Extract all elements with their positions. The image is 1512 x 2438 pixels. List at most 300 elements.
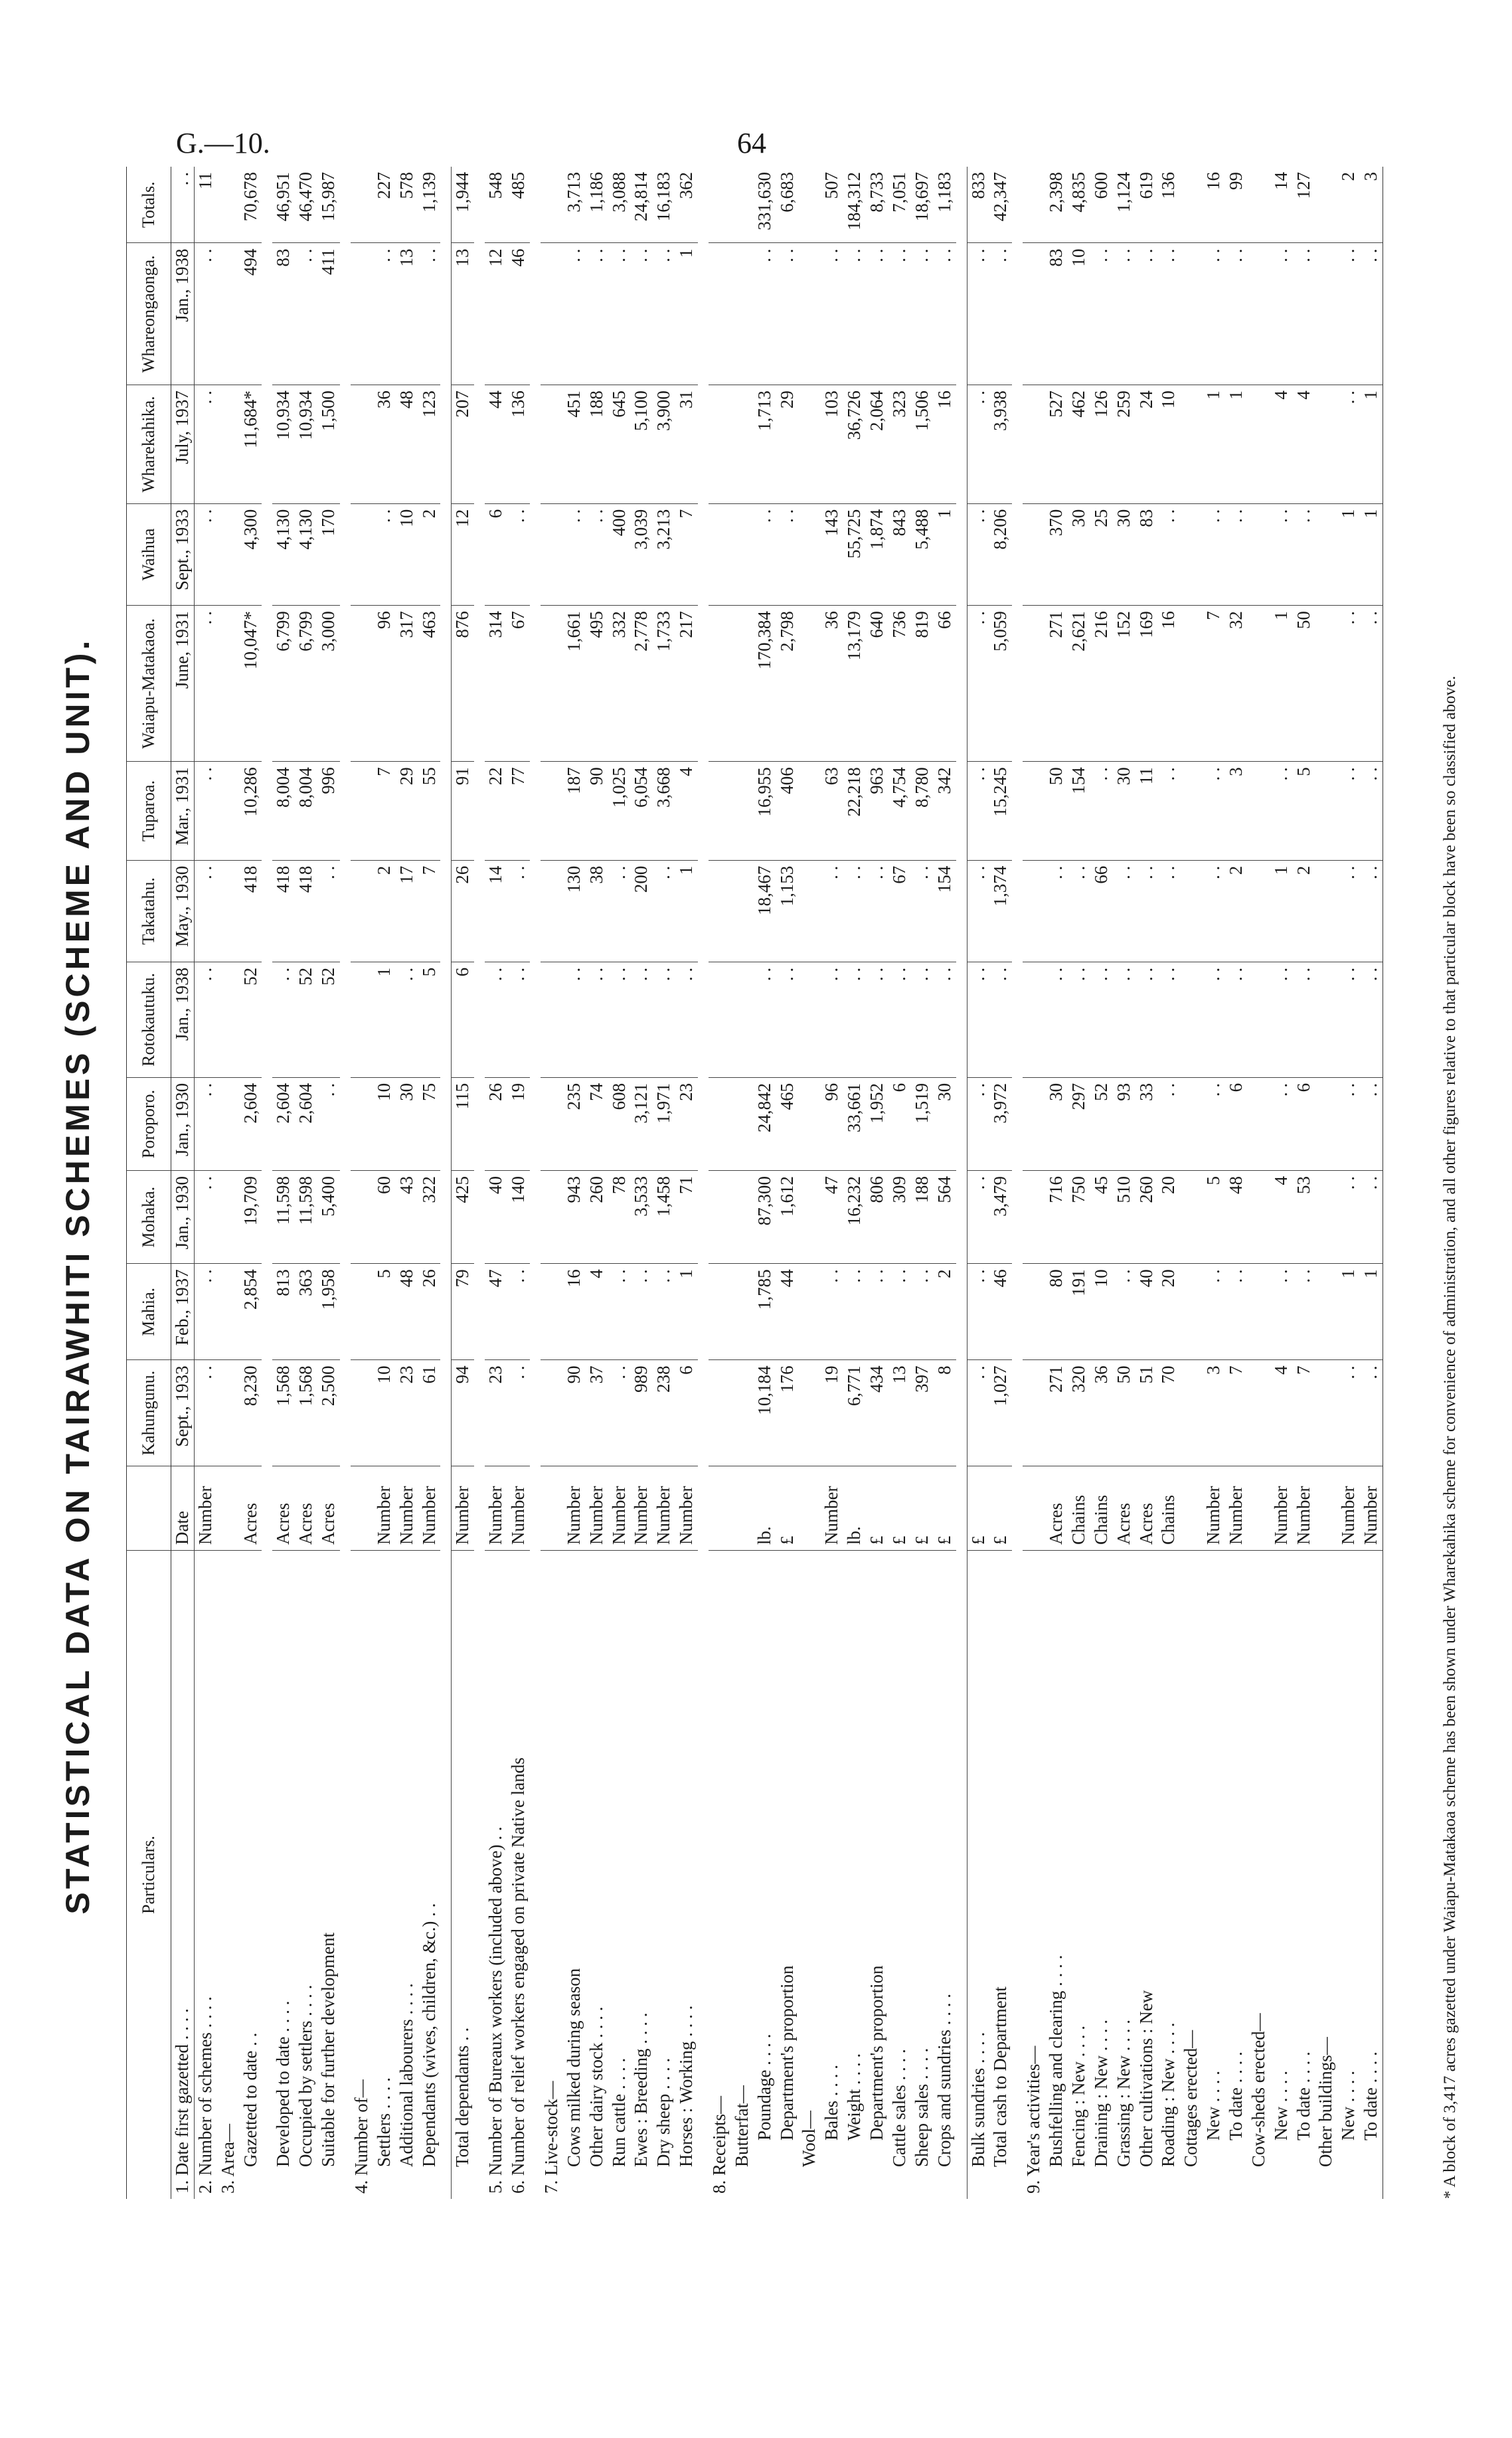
table-cell: . .: [776, 503, 799, 605]
table-cell: [1315, 1077, 1337, 1170]
table-cell: [731, 1077, 754, 1170]
spacer-cell: [440, 167, 452, 2199]
table-cell: . .: [1270, 503, 1293, 605]
table-cell: 8,230: [240, 1360, 262, 1466]
table-cell: [1248, 860, 1270, 962]
table-row: [240, 167, 262, 2199]
table-cell: 10: [396, 503, 418, 605]
row-label: Settlers . . . .: [373, 2077, 394, 2167]
table-cell: 7: [675, 503, 698, 605]
table-cell: 55: [418, 762, 441, 860]
table-cell: . .: [843, 1264, 866, 1360]
table-cell: 1,124: [1113, 167, 1135, 243]
table-cell: [541, 1360, 563, 1466]
table-cell: 317: [396, 606, 418, 762]
table-cell: 297: [1068, 1077, 1090, 1170]
table-cell: . .: [653, 860, 675, 962]
table-cell: [1180, 860, 1203, 962]
table-cell: [1315, 606, 1337, 762]
table-cell: [798, 167, 821, 243]
table-cell: 184,312: [843, 167, 866, 243]
table-cell: 16: [563, 1264, 586, 1360]
row-unit: [1315, 1466, 1337, 1551]
table-cell: 10,184: [754, 1360, 776, 1466]
table-cell: . .: [1337, 1077, 1360, 1170]
table-cell: Jan., 1938: [171, 962, 195, 1077]
table-cell: [1023, 606, 1045, 762]
table-cell: 309: [888, 1171, 911, 1264]
table-cell: . .: [295, 243, 317, 385]
table-cell: 736: [888, 606, 911, 762]
table-cell: 15,987: [317, 167, 340, 243]
table-cell: [709, 1360, 731, 1466]
row-label: To date . . . .: [1225, 2051, 1246, 2140]
row-label: 9. Year's activities—: [1023, 2046, 1044, 2194]
table-cell: 2,798: [776, 606, 799, 762]
table-row: [608, 167, 631, 2199]
table-cell: [351, 385, 373, 504]
table-cell: . .: [317, 1077, 340, 1170]
table-cell: 170: [317, 503, 340, 605]
table-cell: 46: [507, 243, 530, 385]
table-cell: [798, 385, 821, 504]
table-cell: 1,374: [989, 860, 1012, 962]
table-cell: [798, 1077, 821, 1170]
row-unit: [798, 1466, 821, 1551]
table-row: [1180, 167, 1203, 2199]
table-cell: 152: [1113, 606, 1135, 762]
table-cell: 6: [1225, 1077, 1248, 1170]
table-cell: [798, 606, 821, 762]
table-cell: . .: [194, 503, 216, 605]
row-unit: Number: [1360, 1466, 1383, 1551]
table-cell: . .: [507, 1360, 530, 1466]
table-cell: 1,661: [563, 606, 586, 762]
row-unit: Number: [1225, 1466, 1248, 1551]
table-cell: 26: [452, 860, 474, 962]
table-cell: [731, 385, 754, 504]
table-cell: 4: [675, 762, 698, 860]
table-cell: 370: [1045, 503, 1068, 605]
table-cell: Sept., 1933: [171, 1360, 195, 1466]
table-cell: 30: [396, 1077, 418, 1170]
row-label: Cow-sheds erected—: [1248, 2013, 1268, 2167]
table-cell: 207: [452, 385, 474, 504]
table-cell: [351, 606, 373, 762]
table-cell: 136: [1157, 167, 1180, 243]
row-unit: [1023, 1466, 1045, 1551]
table-cell: [217, 243, 240, 385]
table-cell: [217, 1360, 240, 1466]
table-cell: 3,213: [653, 503, 675, 605]
table-cell: [1023, 243, 1045, 385]
table-cell: [709, 167, 731, 243]
table-cell: 5,488: [911, 503, 934, 605]
table-cell: 578: [396, 167, 418, 243]
table-cell: . .: [1293, 243, 1315, 385]
row-unit: Acres: [272, 1466, 295, 1551]
table-cell: 29: [776, 385, 799, 504]
row-unit: Acres: [295, 1466, 317, 1551]
table-cell: 30: [1045, 1077, 1068, 1170]
row-unit: Number: [653, 1466, 675, 1551]
table-cell: . .: [563, 503, 586, 605]
table-cell: [217, 860, 240, 962]
row-unit: Chains: [1157, 1466, 1180, 1551]
table-cell: [731, 606, 754, 762]
table-cell: [351, 167, 373, 243]
table-cell: . .: [194, 860, 216, 962]
table-cell: [709, 860, 731, 962]
table-cell: . .: [967, 606, 989, 762]
table-cell: 16: [934, 385, 956, 504]
table-cell: 640: [866, 606, 888, 762]
table-cell: 619: [1135, 167, 1158, 243]
table-cell: 2,778: [630, 606, 653, 762]
table-cell: 418: [295, 860, 317, 962]
table-cell: 48: [396, 385, 418, 504]
table-cell: . .: [1113, 962, 1135, 1077]
table-row: [630, 167, 653, 2199]
table-row: [563, 167, 586, 2199]
row-unit: [731, 1466, 754, 1551]
table-cell: [1248, 606, 1270, 762]
table-cell: . .: [608, 243, 631, 385]
table-cell: [541, 385, 563, 504]
table-cell: 6,683: [776, 167, 799, 243]
row-label: Additional labourers . . . .: [396, 1983, 416, 2167]
table-cell: 47: [485, 1264, 507, 1360]
table-cell: 2: [1225, 860, 1248, 962]
table-cell: . .: [967, 1077, 989, 1170]
table-row: [1157, 167, 1180, 2199]
table-cell: 11: [1135, 762, 1158, 860]
table-cell: 16,232: [843, 1171, 866, 1264]
table-cell: 13: [452, 243, 474, 385]
table-cell: 507: [821, 167, 843, 243]
table-cell: . .: [1360, 606, 1383, 762]
table-cell: 30: [1113, 503, 1135, 605]
table-cell: 188: [586, 385, 608, 504]
table-cell: [1180, 762, 1203, 860]
table-row: [171, 167, 195, 2199]
page-title: STATISTICAL DATA ON TAIRAWHITI SCHEMES (SCHEME AND UNIT).: [59, 637, 96, 1915]
row-unit: Number: [1337, 1466, 1360, 1551]
table-cell: 600: [1090, 167, 1113, 243]
table-row: [1360, 167, 1383, 2199]
table-cell: 320: [1068, 1360, 1090, 1466]
table-header-row: [127, 167, 171, 2199]
column-header: Tuparoa.: [127, 762, 171, 860]
table-cell: [1248, 243, 1270, 385]
table-cell: 200: [630, 860, 653, 962]
table-cell: . .: [1337, 860, 1360, 962]
table-cell: 434: [866, 1360, 888, 1466]
table-cell: 495: [586, 606, 608, 762]
row-label: To date . . . .: [1360, 1551, 1383, 2200]
table-row: [653, 167, 675, 2199]
table-cell: . .: [1225, 962, 1248, 1077]
table-body: [171, 167, 1383, 2199]
table-cell: 74: [586, 1077, 608, 1170]
table-cell: [1180, 1360, 1203, 1466]
table-cell: 87,300: [754, 1171, 776, 1264]
table-row: [888, 167, 911, 2199]
table-cell: 79: [452, 1264, 474, 1360]
row-label: Bulk sundries . . . .: [967, 1551, 989, 2200]
table-cell: [1315, 167, 1337, 243]
table-cell: 52: [295, 962, 317, 1077]
table-cell: . .: [967, 962, 989, 1077]
table-cell: [1248, 1264, 1270, 1360]
row-unit: £: [967, 1466, 989, 1551]
table-cell: [1180, 1264, 1203, 1360]
table-cell: 16,183: [653, 167, 675, 243]
table-cell: [217, 762, 240, 860]
table-cell: . .: [1157, 860, 1180, 962]
table-cell: 154: [1068, 762, 1090, 860]
table-cell: . .: [586, 503, 608, 605]
table-row: [317, 167, 340, 2199]
table-cell: [217, 1171, 240, 1264]
table-cell: . .: [1337, 762, 1360, 860]
table-row: [731, 167, 754, 2199]
row-unit: Chains: [1090, 1466, 1113, 1551]
table-cell: 77: [507, 762, 530, 860]
table-cell: [217, 606, 240, 762]
row-label: Cows milked during season: [563, 1968, 584, 2167]
table-cell: 75: [418, 1077, 441, 1170]
table-cell: [351, 1171, 373, 1264]
table-cell: 1,153: [776, 860, 799, 962]
table-cell: 2,398: [1045, 167, 1068, 243]
table-cell: 115: [452, 1077, 474, 1170]
spacer-cell: [956, 167, 967, 2199]
table-cell: [217, 1077, 240, 1170]
column-header: Rotokautuku.: [127, 962, 171, 1077]
row-label: Cattle sales . . . .: [888, 2049, 909, 2167]
table-cell: 3,479: [989, 1171, 1012, 1264]
table-cell: . .: [934, 962, 956, 1077]
row-unit: Number: [675, 1466, 698, 1551]
table-row: [1023, 167, 1045, 2199]
row-label: 4. Number of—: [351, 2079, 372, 2194]
column-header: Takatahu.: [127, 860, 171, 962]
table-cell: . .: [1203, 762, 1225, 860]
table-cell: [541, 1264, 563, 1360]
table-cell: 3,668: [653, 762, 675, 860]
row-label: Grassing : New . . . .: [1113, 2020, 1134, 2167]
row-label: Draining : New . . . .: [1090, 2020, 1111, 2167]
table-cell: . .: [1157, 503, 1180, 605]
table-cell: [541, 503, 563, 605]
table-cell: 13: [396, 243, 418, 385]
row-label: New . . . .: [1338, 2071, 1359, 2140]
table-cell: . .: [967, 1171, 989, 1264]
table-cell: 271: [1045, 606, 1068, 762]
table-cell: 323: [888, 385, 911, 504]
table-cell: 67: [507, 606, 530, 762]
table-cell: . .: [1225, 243, 1248, 385]
row-unit: Chains: [1068, 1466, 1090, 1551]
table-cell: 36: [1090, 1360, 1113, 1466]
table-cell: 6: [1293, 1077, 1315, 1170]
row-unit: Number: [821, 1466, 843, 1551]
table-cell: . .: [967, 1264, 989, 1360]
table-row: [1248, 167, 1270, 2199]
table-cell: . .: [821, 860, 843, 962]
table-cell: . .: [1068, 962, 1090, 1077]
table-row: [541, 167, 563, 2199]
table-cell: [1315, 1360, 1337, 1466]
table-cell: 260: [586, 1171, 608, 1264]
table-cell: 176: [776, 1360, 799, 1466]
row-unit: [709, 1466, 731, 1551]
table-cell: . .: [1157, 962, 1180, 1077]
spacer-row: [474, 167, 485, 2199]
row-label: Fencing : New . . . .: [1068, 2026, 1088, 2167]
table-cell: . .: [821, 962, 843, 1077]
table-cell: 451: [563, 385, 586, 504]
table-cell: 10: [373, 1360, 396, 1466]
table-cell: . .: [418, 243, 441, 385]
table-cell: . .: [194, 962, 216, 1077]
table-cell: 425: [452, 1171, 474, 1264]
table-cell: 2: [373, 860, 396, 962]
table-cell: . .: [608, 962, 631, 1077]
table-cell: 2: [418, 503, 441, 605]
table-cell: [798, 1264, 821, 1360]
table-cell: 1,027: [989, 1360, 1012, 1466]
spacer-row: [956, 167, 967, 2199]
table-cell: . .: [866, 1264, 888, 1360]
table-cell: 5,100: [630, 385, 653, 504]
row-label: 1. Date first gazetted . . . .: [171, 1551, 195, 2200]
table-cell: [1248, 1077, 1270, 1170]
table-cell: 716: [1045, 1171, 1068, 1264]
table-cell: [1023, 1360, 1045, 1466]
row-label: 8. Receipts—: [709, 2096, 730, 2194]
row-unit: [541, 1466, 563, 1551]
row-label: Poundage . . . .: [754, 2034, 774, 2140]
table-cell: . .: [653, 962, 675, 1077]
table-cell: 462: [1068, 385, 1090, 504]
table-row: [194, 167, 216, 2199]
table-cell: 411: [317, 243, 340, 385]
table-cell: 52: [240, 962, 262, 1077]
table-cell: 510: [1113, 1171, 1135, 1264]
table-cell: . .: [1337, 1360, 1360, 1466]
row-label: Ewes : Breeding . . . .: [631, 2012, 651, 2167]
table-row: [1337, 167, 1360, 2199]
table-cell: [1315, 762, 1337, 860]
table-cell: . .: [194, 1171, 216, 1264]
table-cell: [217, 503, 240, 605]
table-cell: 3,533: [630, 1171, 653, 1264]
table-cell: 645: [608, 385, 631, 504]
table-cell: 7,051: [888, 167, 911, 243]
table-cell: 18,467: [754, 860, 776, 962]
table-cell: 24,814: [630, 167, 653, 243]
table-row: [1113, 167, 1135, 2199]
table-cell: [1180, 1077, 1203, 1170]
table-cell: 10,286: [240, 762, 262, 860]
table-cell: 5,400: [317, 1171, 340, 1264]
table-cell: [351, 860, 373, 962]
column-header: Kahungunu.: [127, 1360, 171, 1466]
table-cell: 66: [1090, 860, 1113, 962]
row-label: Department's proportion: [867, 1965, 887, 2140]
table-cell: [541, 167, 563, 243]
table-row: [1203, 167, 1225, 2199]
table-cell: 67: [888, 860, 911, 962]
table-cell: 876: [452, 606, 474, 762]
row-unit: Date: [171, 1466, 195, 1551]
statistics-table: [126, 167, 1383, 2199]
table-cell: . .: [1270, 1264, 1293, 1360]
table-cell: 30: [1068, 503, 1090, 605]
table-cell: 23: [485, 1360, 507, 1466]
table-cell: 2: [1293, 860, 1315, 962]
table-cell: . .: [776, 243, 799, 385]
table-cell: 3,121: [630, 1077, 653, 1170]
table-cell: 71: [675, 1171, 698, 1264]
table-cell: 406: [776, 762, 799, 860]
table-cell: . .: [1045, 962, 1068, 1077]
table-cell: 90: [563, 1360, 586, 1466]
row-label: Bushfelling and clearing . . . .: [1046, 1955, 1066, 2167]
row-label: Total dependants . .: [452, 1551, 474, 2200]
table-cell: 418: [240, 860, 262, 962]
table-cell: 463: [418, 606, 441, 762]
table-cell: 3,000: [317, 606, 340, 762]
table-cell: . .: [1293, 503, 1315, 605]
table-cell: 1,500: [317, 385, 340, 504]
table-cell: 4,754: [888, 762, 911, 860]
table-cell: . .: [1225, 1264, 1248, 1360]
table-cell: . .: [675, 962, 698, 1077]
table-cell: . .: [1360, 243, 1383, 385]
column-header: Mohaka.: [127, 1171, 171, 1264]
row-label: 7. Live-stock—: [541, 2081, 562, 2194]
table-cell: [1023, 860, 1045, 962]
row-unit: Acres: [1045, 1466, 1068, 1551]
row-unit: lb.: [754, 1466, 776, 1551]
table-cell: . .: [1135, 962, 1158, 1077]
table-cell: 16: [1203, 167, 1225, 243]
table-cell: . .: [1203, 503, 1225, 605]
table-cell: 989: [630, 1360, 653, 1466]
table-cell: 70,678: [240, 167, 262, 243]
table-cell: [1180, 167, 1203, 243]
table-cell: . .: [1113, 243, 1135, 385]
table-cell: [1248, 503, 1270, 605]
table-cell: . .: [608, 1264, 631, 1360]
column-header: Mahia.: [127, 1264, 171, 1360]
table-cell: 5,059: [989, 606, 1012, 762]
table-cell: [731, 503, 754, 605]
spacer-cell: [474, 167, 485, 2199]
column-header: Waiapu-Matakaoa.: [127, 606, 171, 762]
row-label: Bales . . . .: [821, 2065, 842, 2140]
table-row: [1135, 167, 1158, 2199]
table-cell: 12: [485, 243, 507, 385]
table-cell: 55,725: [843, 503, 866, 605]
table-cell: [541, 1171, 563, 1264]
table-cell: . .: [821, 1264, 843, 1360]
table-cell: 8,004: [295, 762, 317, 860]
table-row: [452, 167, 474, 2199]
